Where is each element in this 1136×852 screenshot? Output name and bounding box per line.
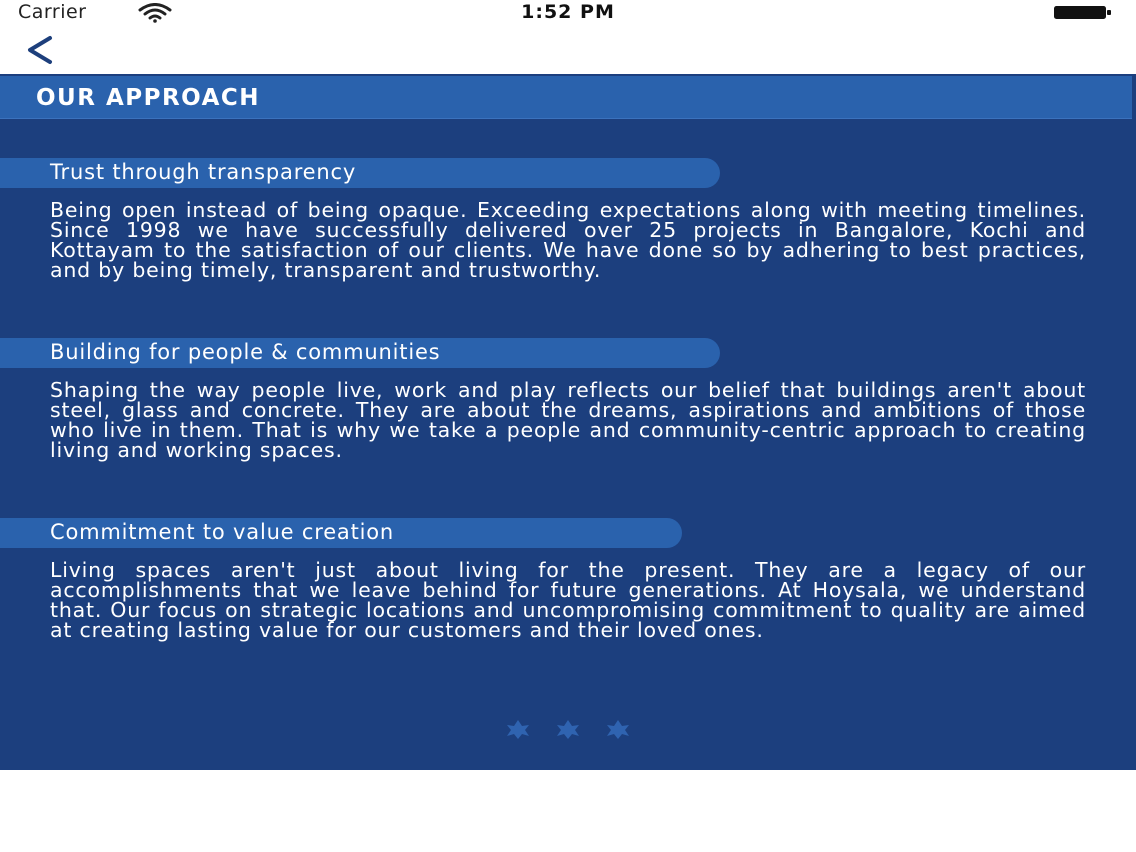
section-title: Building for people & communities (50, 340, 441, 364)
nav-bar (0, 26, 1136, 74)
status-time: 1:52 PM (521, 1, 615, 23)
approach-panel (0, 74, 1136, 770)
section-header-people (0, 338, 720, 368)
star-divider (498, 718, 638, 740)
section-header-trust (0, 158, 720, 188)
section-body: Being open instead of being opaque. Exceeding expectations along with meeting timelines. Since 1998 we have successfully delivered over 25 projects in Bangalore, Kochi and Kottayam to the satisfaction of our clients. We have done so by adhering to best practices, and by being timely, transparent and trustworthy. (50, 198, 1086, 282)
battery-icon (1054, 6, 1112, 19)
page-title: OUR APPROACH (36, 85, 261, 111)
section-body: Living spaces aren't just about living for the present. They are a legacy of our accomplishments that we leave behind for future generations. At Hoysala, we understand that. Our focus on strategic locations and uncompromising commitment to quality are aimed at creating lasting value for our customers and their loved ones. (50, 558, 1086, 642)
back-button[interactable] (16, 30, 60, 70)
section-header-value (0, 518, 682, 548)
star-icon (607, 720, 629, 739)
section-body: Shaping the way people live, work and play reflects our belief that buildings aren't about steel, glass and concrete. They are about the dreams, aspirations and ambitions of those who live in them. That is why we take a people and community-centric approach to creating living and working spaces. (50, 378, 1086, 462)
status-bar (0, 0, 1136, 26)
section-title: Trust through transparency (50, 160, 357, 184)
chevron-left-icon (16, 30, 60, 70)
carrier-label: Carrier (18, 1, 87, 23)
star-icon (507, 720, 529, 739)
section-title: Commitment to value creation (50, 520, 395, 544)
page-header (0, 76, 1132, 119)
star-icon (557, 720, 579, 739)
